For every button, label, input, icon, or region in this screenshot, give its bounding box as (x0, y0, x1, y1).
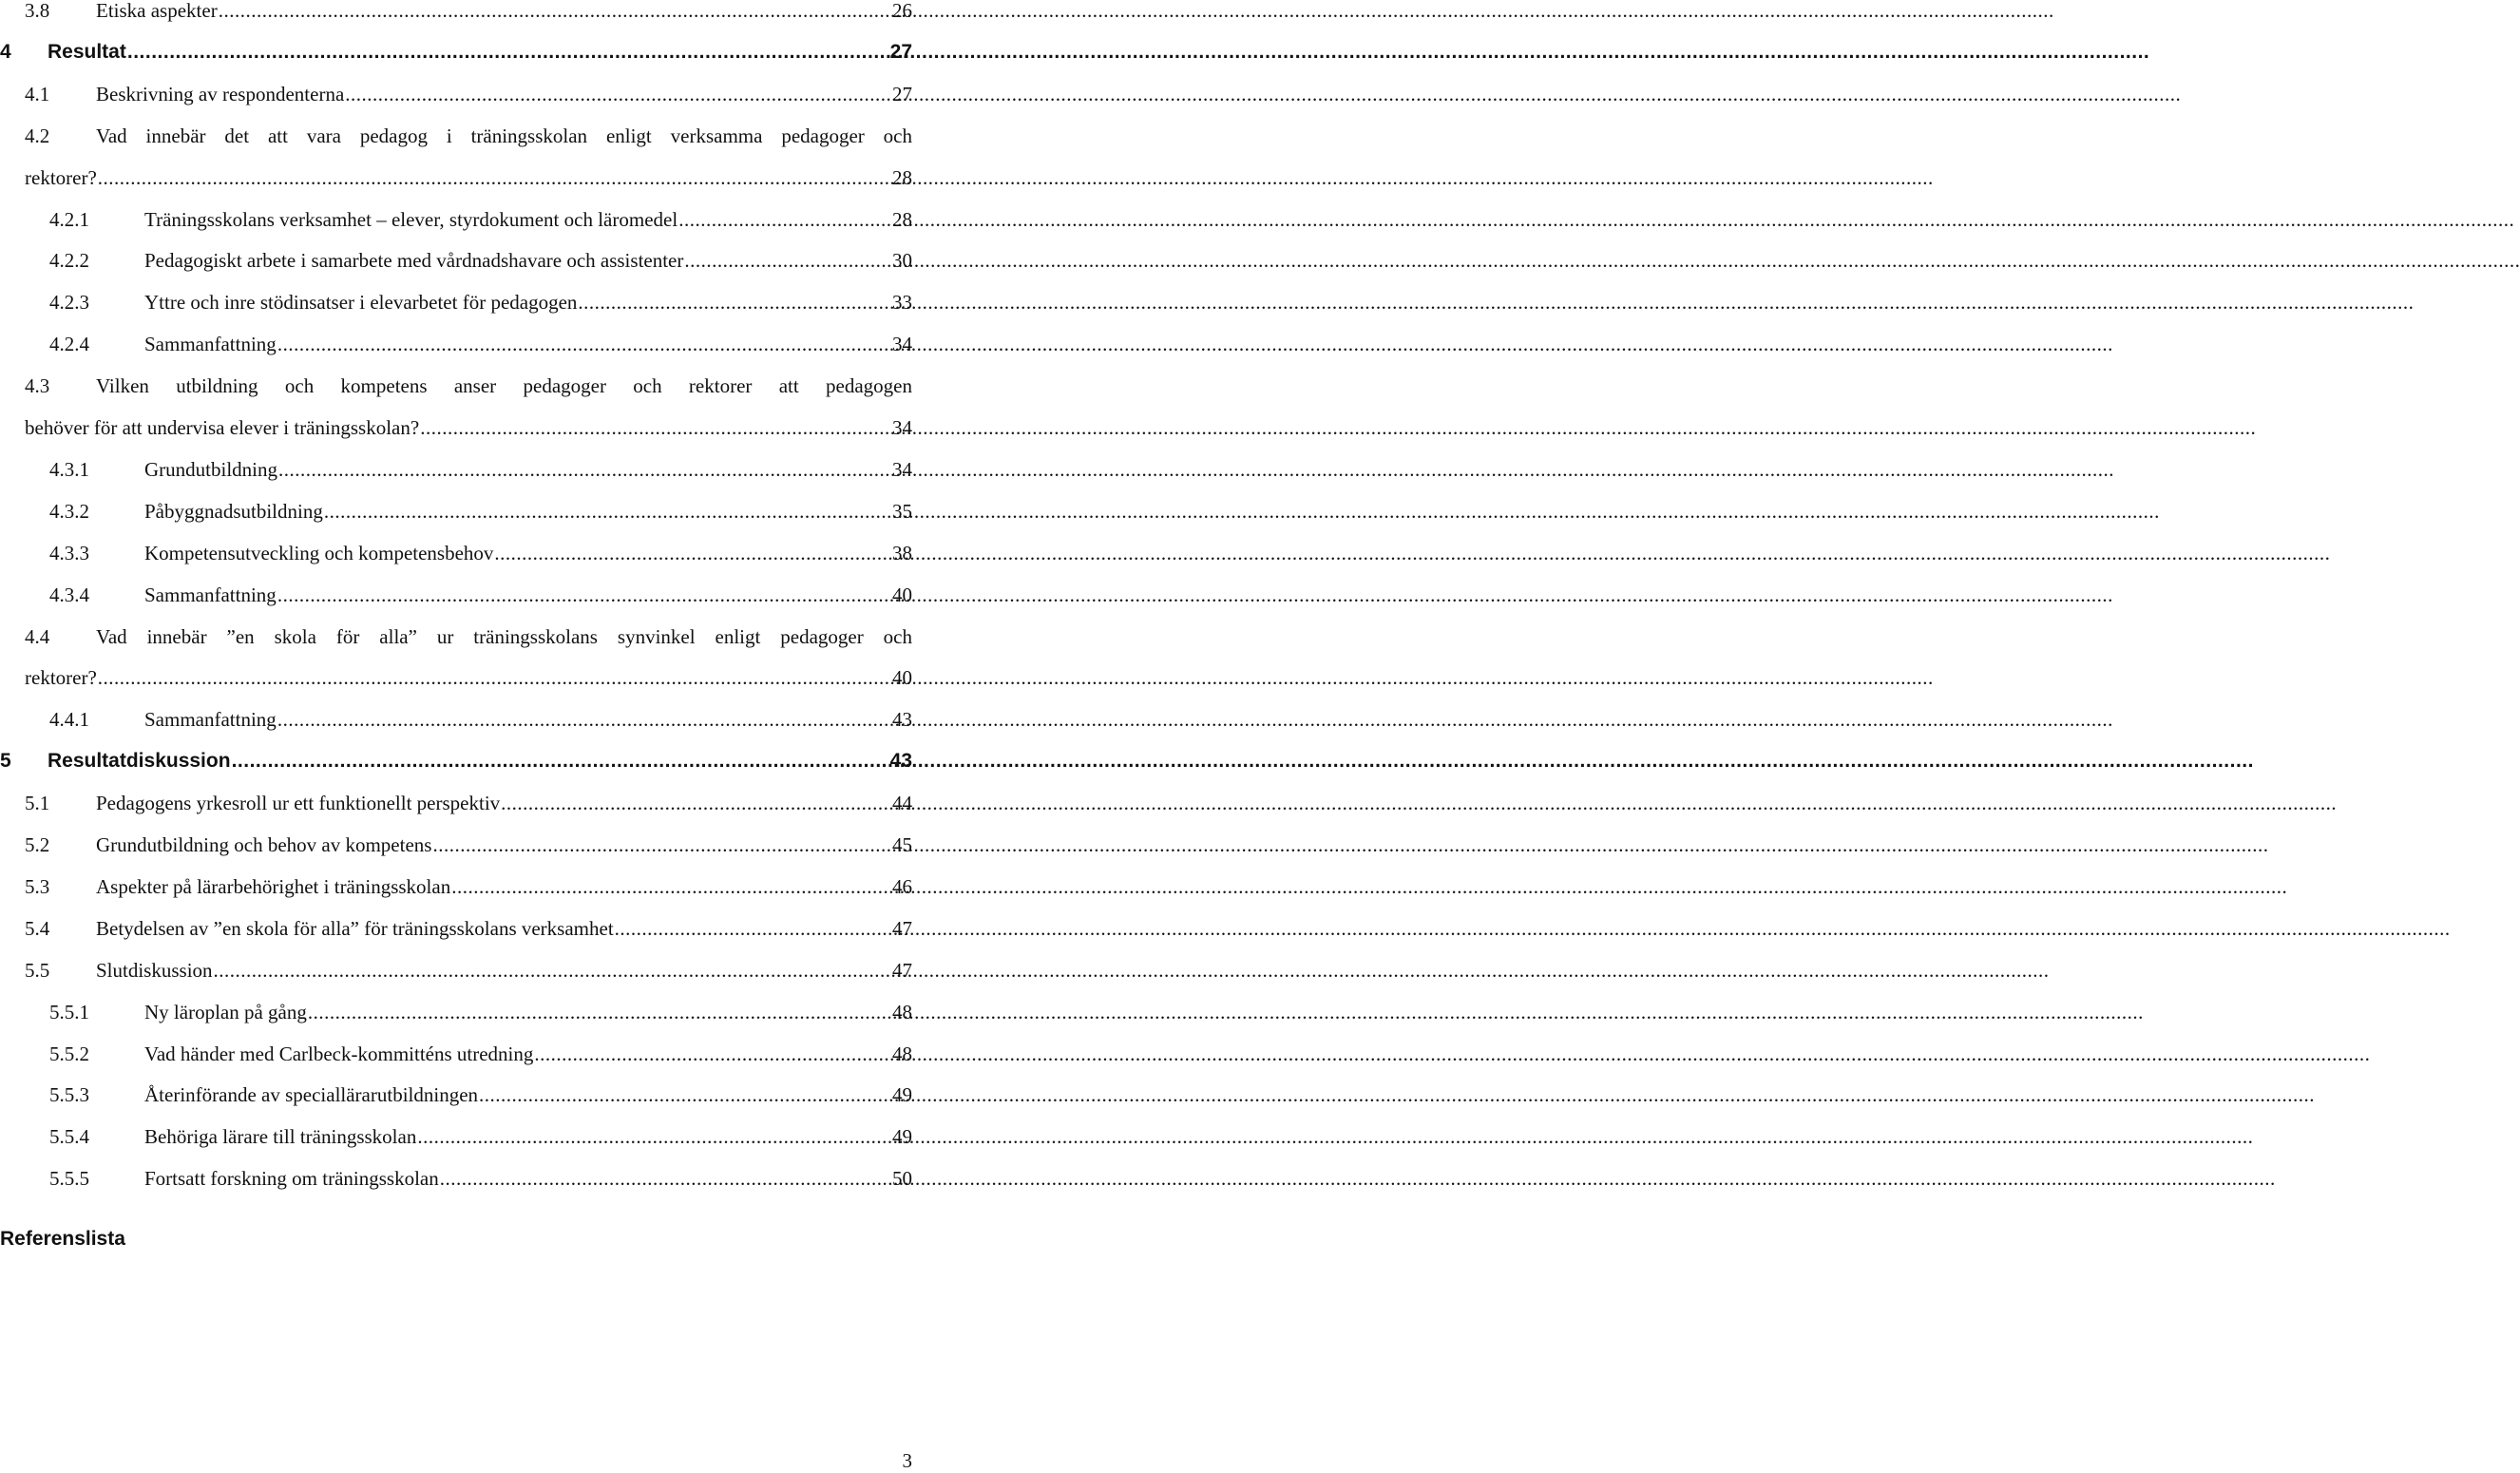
toc-page-number: 27 (889, 40, 912, 63)
toc-entry-number: 5.2 (25, 833, 50, 856)
toc-dot-leader (277, 705, 890, 734)
toc-entry-title: Aspekter på lärarbehörighet i träningsskolan (96, 874, 451, 898)
toc-entry-title: Vilken utbildning och kompetens anser pedagoger och rektorer att pedagogen (96, 374, 912, 398)
toc-dot-leader (534, 1040, 890, 1068)
toc-dot-leader (324, 497, 890, 526)
toc-entry-continuation-line[interactable] (0, 663, 912, 692)
toc-entry[interactable] (0, 80, 912, 108)
toc-entry-title: Resultatdiskussion (48, 750, 231, 773)
toc-page-number: 40 (892, 583, 912, 606)
toc-entry[interactable] (0, 998, 912, 1026)
toc-entry[interactable] (0, 872, 912, 901)
toc-dot-leader (479, 1081, 890, 1109)
references-heading: Referenslista (0, 1228, 125, 1250)
toc-entry-title: Vad innebär ”en skola för alla” ur träningsskolans synvinkel enligt pedagoger och (96, 624, 912, 648)
toc-entry-number: 5.5 (25, 958, 50, 982)
toc-page-number: 47 (892, 916, 912, 940)
toc-entry-title: Påbyggnadsutbildning (144, 499, 323, 523)
toc-page-number: 38 (892, 541, 912, 564)
toc-page-number: 44 (892, 792, 912, 815)
toc-entry-title: Vad innebär det att vara pedagog i träningsskolan enligt verksamma pedagoger och (96, 124, 912, 147)
toc-entry[interactable] (0, 581, 912, 609)
toc-dot-leader (308, 998, 890, 1026)
toc-entry-number: 4.2.3 (49, 291, 89, 315)
toc-page-number: 46 (892, 874, 912, 898)
toc-entry-continuation-line[interactable] (0, 163, 912, 192)
toc-entry-title: Etiska aspekter (96, 0, 218, 22)
toc-entry[interactable] (0, 205, 912, 234)
toc-dot-leader (219, 0, 890, 25)
toc-entry-number: 4.3.3 (49, 541, 89, 564)
toc-entry[interactable] (0, 914, 912, 943)
toc-entry-number: 5.5.1 (49, 1000, 89, 1023)
toc-entry[interactable] (0, 0, 912, 25)
toc-dot-leader (277, 581, 890, 609)
toc-entry[interactable] (0, 497, 912, 526)
toc-entry-number: 4.3.4 (49, 583, 89, 606)
toc-entry-title-continuation: rektorer? (25, 666, 97, 690)
toc-entry[interactable] (0, 288, 912, 316)
toc-entry-title: Ny läroplan på gång (144, 1000, 307, 1023)
toc-entry-title: Behöriga lärare till träningsskolan (144, 1125, 417, 1149)
toc-entry-title: Sammanfattning (144, 583, 277, 606)
toc-dot-leader (277, 330, 890, 358)
toc-entry-number: 4.2.4 (49, 333, 89, 356)
toc-dot-leader (127, 38, 888, 67)
toc-entry-number: 4.4 (25, 624, 50, 648)
toc-entry[interactable] (0, 246, 912, 275)
toc-page-number: 26 (892, 0, 912, 22)
toc-dot-leader (440, 1164, 890, 1193)
toc-entry-title: Fortsatt forskning om träningsskolan (144, 1167, 439, 1191)
toc-dot-leader (345, 80, 890, 108)
toc-entry-number: 5.5.2 (49, 1042, 89, 1065)
toc-page-number: 48 (892, 1000, 912, 1023)
toc-page-number: 48 (892, 1042, 912, 1065)
toc-entry-title: Betydelsen av ”en skola för alla” för träningsskolans verksamhet (96, 916, 614, 940)
toc-dot-leader (578, 288, 890, 316)
toc-entry[interactable] (0, 1122, 912, 1151)
toc-entry-number: 5 (0, 750, 11, 773)
toc-entry-number: 4.3.2 (49, 499, 89, 523)
toc-entry-number: 4.1 (25, 82, 50, 105)
toc-entry-title: Grundutbildning och behov av kompetens (96, 833, 432, 856)
toc-entry-title-continuation: rektorer? (25, 165, 97, 189)
toc-entry[interactable] (0, 956, 912, 985)
toc-page-number: 49 (892, 1125, 912, 1149)
toc-entry[interactable] (0, 789, 912, 817)
toc-page-number: 40 (892, 666, 912, 690)
toc-dot-leader (98, 663, 890, 692)
toc-page-number: 34 (892, 416, 912, 439)
toc-page-number: 45 (892, 833, 912, 856)
toc-page-number: 27 (892, 82, 912, 105)
toc-page-number: 30 (892, 249, 912, 273)
toc-page-number: 33 (892, 291, 912, 315)
toc-page-number: 43 (889, 750, 912, 773)
toc-entry[interactable] (0, 38, 912, 67)
toc-page-number: 35 (892, 499, 912, 523)
toc-entry-number: 4.2.1 (49, 207, 89, 231)
toc-page-number: 43 (892, 708, 912, 732)
toc-entry-number: 4.4.1 (49, 708, 89, 732)
toc-page-number: 50 (892, 1167, 912, 1191)
toc-entry-number: 4 (0, 40, 11, 63)
toc-entry-number: 4.2.2 (49, 249, 89, 273)
toc-entry-number: 4.3 (25, 374, 50, 398)
toc-entry[interactable] (0, 1164, 912, 1193)
toc-entry[interactable] (0, 747, 912, 775)
toc-entry-number: 5.5.3 (49, 1083, 89, 1107)
page-number: 3 (902, 1449, 912, 1472)
toc-entry[interactable] (0, 330, 912, 358)
toc-dot-leader (417, 1122, 890, 1151)
toc-dot-leader (98, 163, 890, 192)
toc-entry-number: 5.4 (25, 916, 50, 940)
toc-entry[interactable] (0, 622, 912, 651)
toc-entry-number: 5.5.5 (49, 1167, 89, 1191)
toc-dot-leader (232, 747, 888, 775)
toc-entry-title: Pedagogens yrkesroll ur ett funktionellt perspektiv (96, 792, 501, 815)
toc-entry-continuation-line[interactable] (0, 413, 912, 442)
toc-entry-title: Träningsskolans verksamhet – elever, styrdokument och läromedel (144, 207, 678, 231)
toc-entry[interactable] (0, 705, 912, 734)
toc-entry-title: Beskrivning av respondenterna (96, 82, 345, 105)
toc-entry[interactable] (0, 122, 912, 150)
toc-entry[interactable] (0, 831, 912, 859)
toc-entry-number: 4.3.1 (49, 457, 89, 481)
toc-entry[interactable] (0, 1040, 912, 1068)
toc-page-number: 34 (892, 333, 912, 356)
toc-entry-number: 5.1 (25, 792, 50, 815)
toc-entry-title: Återinförande av speciallärarutbildningen (144, 1083, 479, 1107)
toc-page-number: 49 (892, 1083, 912, 1107)
toc-dot-leader (278, 455, 890, 484)
toc-page-number: 47 (892, 958, 912, 982)
toc-entry[interactable] (0, 539, 912, 567)
toc-dot-leader (451, 872, 890, 901)
toc-entry-number: 3.8 (25, 0, 50, 22)
toc-entry-title: Yttre och inre stödinsatser i elevarbetet för pedagogen (144, 291, 578, 315)
toc-entry[interactable] (0, 372, 912, 400)
toc-dot-leader (684, 246, 890, 275)
toc-page-number: 28 (892, 165, 912, 189)
toc-entry[interactable] (0, 1081, 912, 1109)
toc-dot-leader (678, 205, 890, 234)
toc-dot-leader (432, 831, 890, 859)
toc-dot-leader (615, 914, 890, 943)
toc-entry-title: Vad händer med Carlbeck-kommitténs utredning (144, 1042, 534, 1065)
toc-dot-leader (214, 956, 890, 985)
toc-entry-number: 5.3 (25, 874, 50, 898)
toc-entry-title: Kompetensutveckling och kompetensbehov (144, 541, 494, 564)
toc-dot-leader (494, 539, 890, 567)
toc-entry-title-continuation: behöver för att undervisa elever i träningsskolan? (25, 416, 420, 439)
toc-page-number: 34 (892, 457, 912, 481)
toc-entry-title: Sammanfattning (144, 333, 277, 356)
toc-entry-number: 5.5.4 (49, 1125, 89, 1149)
toc-dot-leader (501, 789, 890, 817)
toc-entry-title: Slutdiskussion (96, 958, 213, 982)
toc-entry-number: 4.2 (25, 124, 50, 147)
toc-entry-title: Sammanfattning (144, 708, 277, 732)
toc-dot-leader (420, 413, 890, 442)
toc-entry-title: Resultat (48, 40, 126, 63)
toc-entry-title: Pedagogiskt arbete i samarbete med vårdnadshavare och assistenter (144, 249, 684, 273)
toc-entry-title: Grundutbildning (144, 457, 277, 481)
toc-entry[interactable] (0, 455, 912, 484)
toc-page-number: 28 (892, 207, 912, 231)
